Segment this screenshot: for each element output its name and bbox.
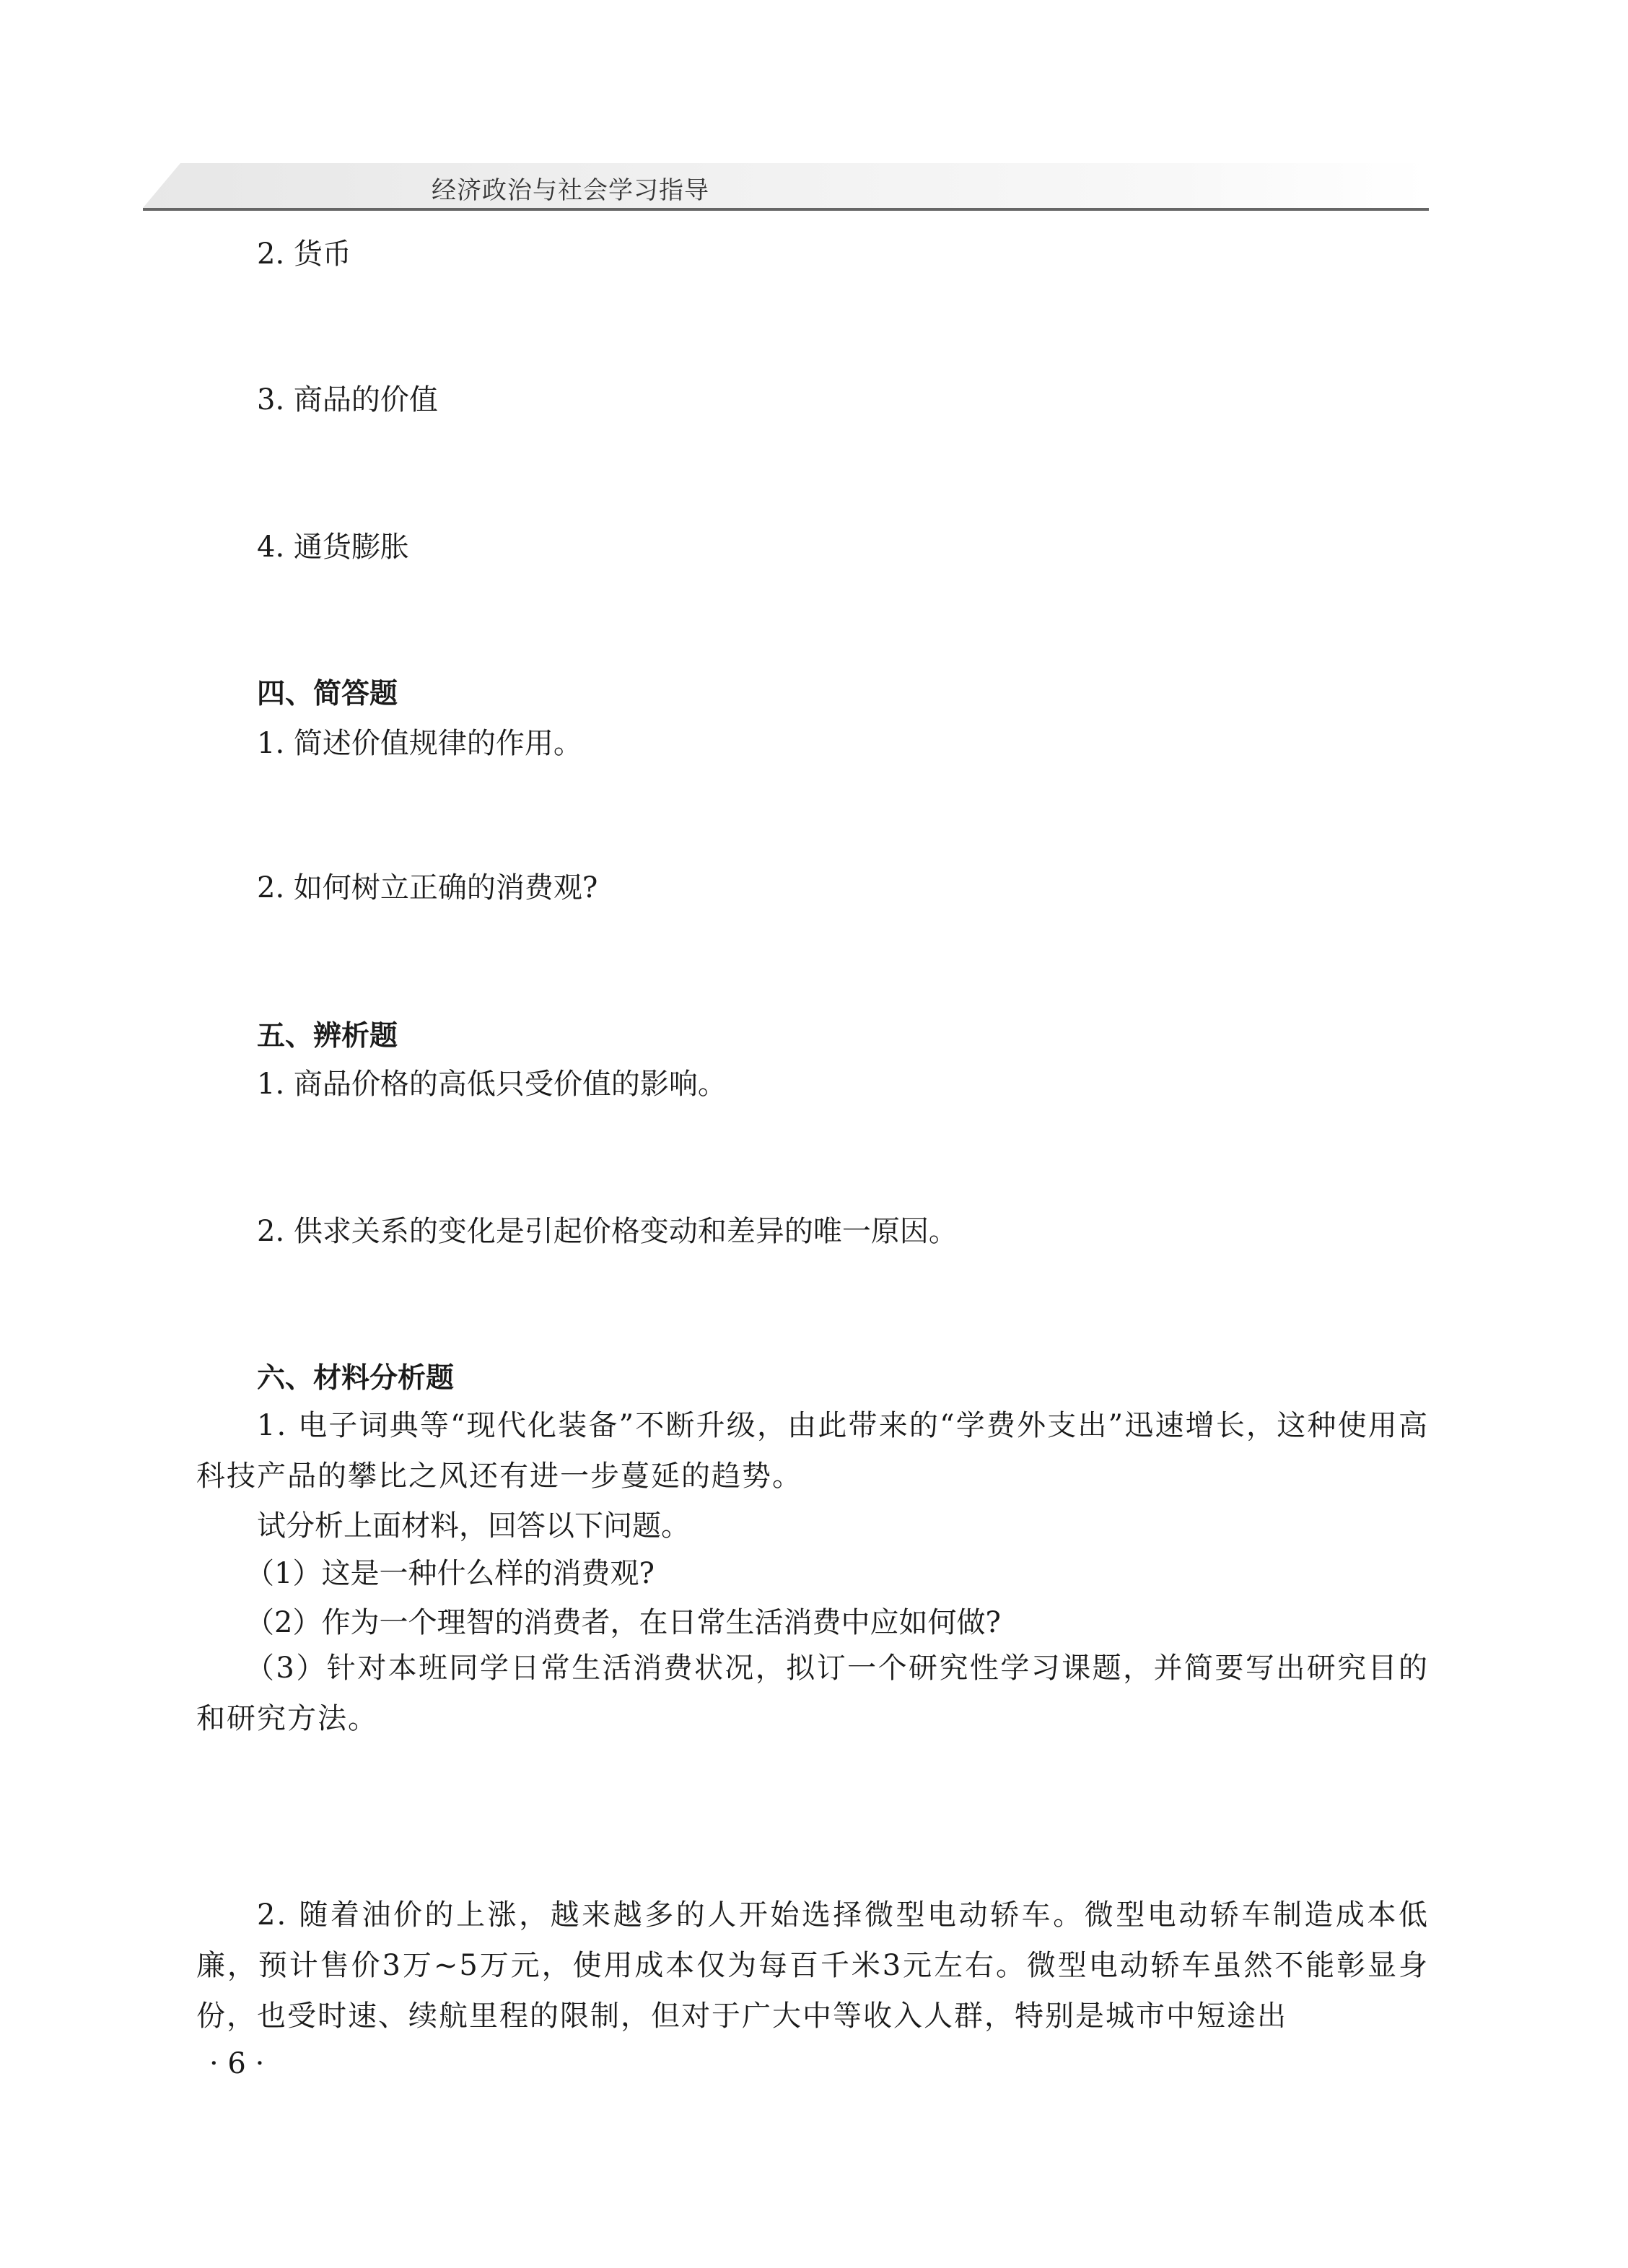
question-item: 1. 简述价值规律的作用。 — [257, 727, 582, 760]
running-header-title: 经济政治与社会学习指导 — [432, 176, 709, 205]
question-item: 1. 商品价格的高低只受价值的影响。 — [257, 1068, 727, 1101]
material-paragraph: 1. 电子词典等“现代化装备”不断升级，由此带来的“学费外支出”迅速增长，这种使用高科技产品的攀比之风还有进一步蔓延的趋势。 — [196, 1409, 1429, 1493]
term-item-money: 2. 货币 — [257, 237, 351, 271]
section-heading-analysis: 五、辨析题 — [257, 1020, 398, 1052]
term-item-value: 3. 商品的价值 — [257, 383, 438, 416]
header-rule — [143, 208, 1429, 211]
header-band — [143, 163, 1429, 208]
section-heading-short-answer: 四、简答题 — [257, 678, 398, 710]
question-prompt: 试分析上面材料，回答以下问题。 — [257, 1509, 690, 1543]
term-item-inflation: 4. 通货膨胀 — [257, 531, 409, 564]
sub-question: （2）作为一个理智的消费者，在日常生活消费中应如何做? — [245, 1606, 1001, 1639]
sub-question: （1）这是一种什么样的消费观? — [245, 1557, 655, 1590]
sub-question: （3）针对本班同学日常生活消费状况，拟订一个研究性学习课题，并简要写出研究目的和研究方法。 — [196, 1652, 1429, 1735]
page-number: · 6 · — [209, 2047, 265, 2080]
question-item: 2. 供求关系的变化是引起价格变动和差异的唯一原因。 — [257, 1215, 958, 1248]
section-heading-material: 六、材料分析题 — [257, 1362, 455, 1395]
material-paragraph: 2. 随着油价的上涨，越来越多的人开始选择微型电动轿车。微型电动轿车制造成本低廉，预计售价3万~5万元，使用成本仅为每百千米3元左右。微型电动轿车虽然不能彰显身份，也受时速、续航里程的限制，但对于广大中等收入人群，特别是城市中短途出 — [196, 1898, 1429, 2033]
question-item: 2. 如何树立正确的消费观? — [257, 871, 598, 904]
